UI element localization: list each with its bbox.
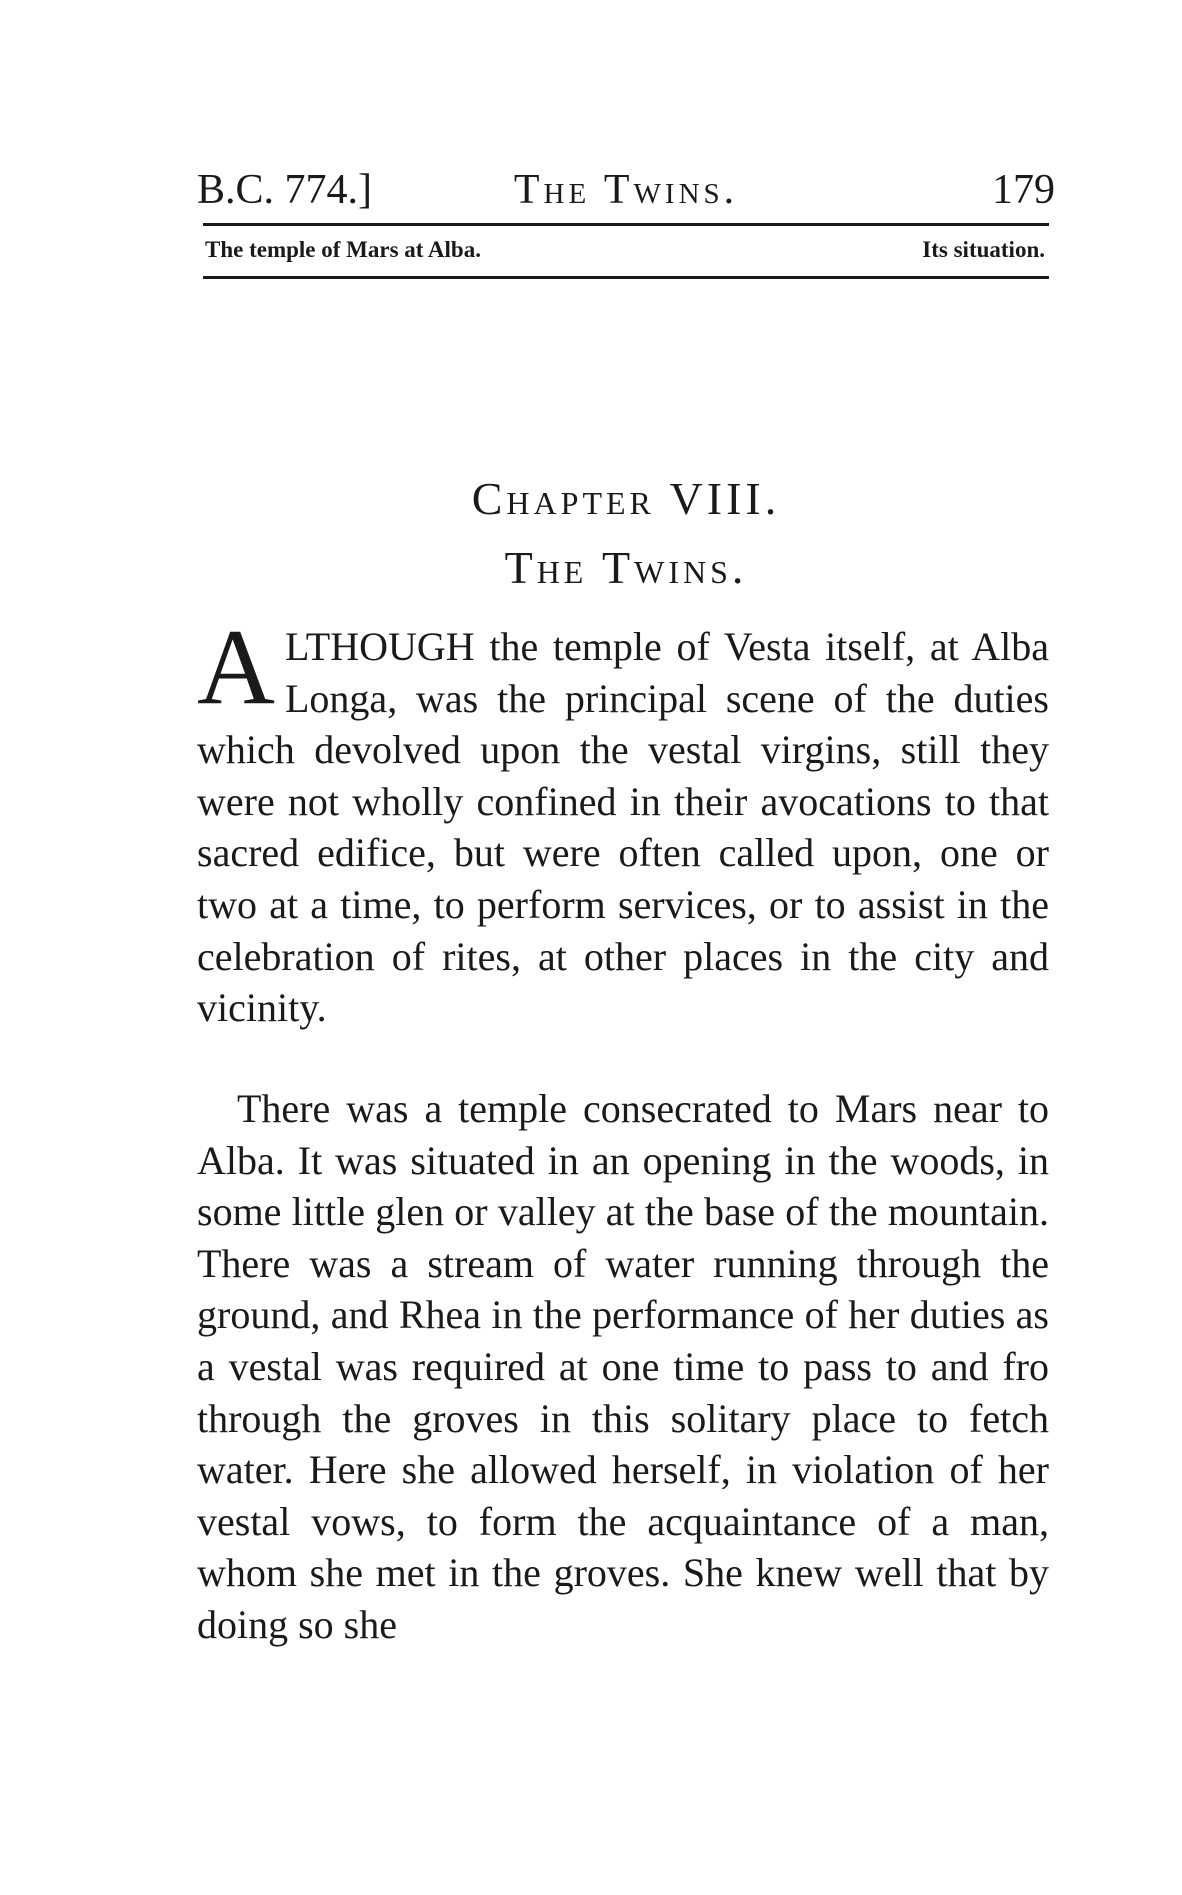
sidenotes	[205, 233, 1045, 267]
chapter-title: The Twins.	[504, 542, 748, 593]
running-head-date: B.C. 774.]	[197, 167, 373, 213]
chapter-number: Chapter VIII.	[471, 473, 781, 524]
drop-cap: A	[197, 608, 275, 727]
running-head	[197, 165, 1055, 215]
header-rule-bottom	[203, 276, 1049, 279]
page-number: 179	[992, 167, 1055, 213]
paragraph-1	[197, 608, 1049, 1034]
sidenote-right: Its situation.	[922, 237, 1045, 262]
header-rule-top	[203, 223, 1049, 226]
running-head-title: The Twins.	[513, 167, 739, 213]
paragraph-1-text: LTHOUGH the temple of Vesta itself, at Alba Longa, was the principal scene of the duties which devolved upon the vestal virgins, still they were not wholly confined in their avocations to that sacred edifice, but were often called upon, one or two at a time, to perform services, or to assist in the celebration of rites, at other places in the city and vicinity.	[197, 624, 1049, 1031]
sidenote-left: The temple of Mars at Alba.	[205, 237, 481, 262]
paragraph-2: There was a temple consecrated to Mars near to Alba. It was situated in an opening in the woods, in some little glen or valley at the base of the mountain. There was a stream of water running through the ground, and Rhea in the performance of her duties as a vestal was required at one time to pass to and fro through the groves in this solitary place to fetch water. Here she allowed herself, in violation of her vestal vows, to form the acquaintance of a man, whom she met in the groves. She knew well that by doing so she	[197, 1086, 1049, 1647]
